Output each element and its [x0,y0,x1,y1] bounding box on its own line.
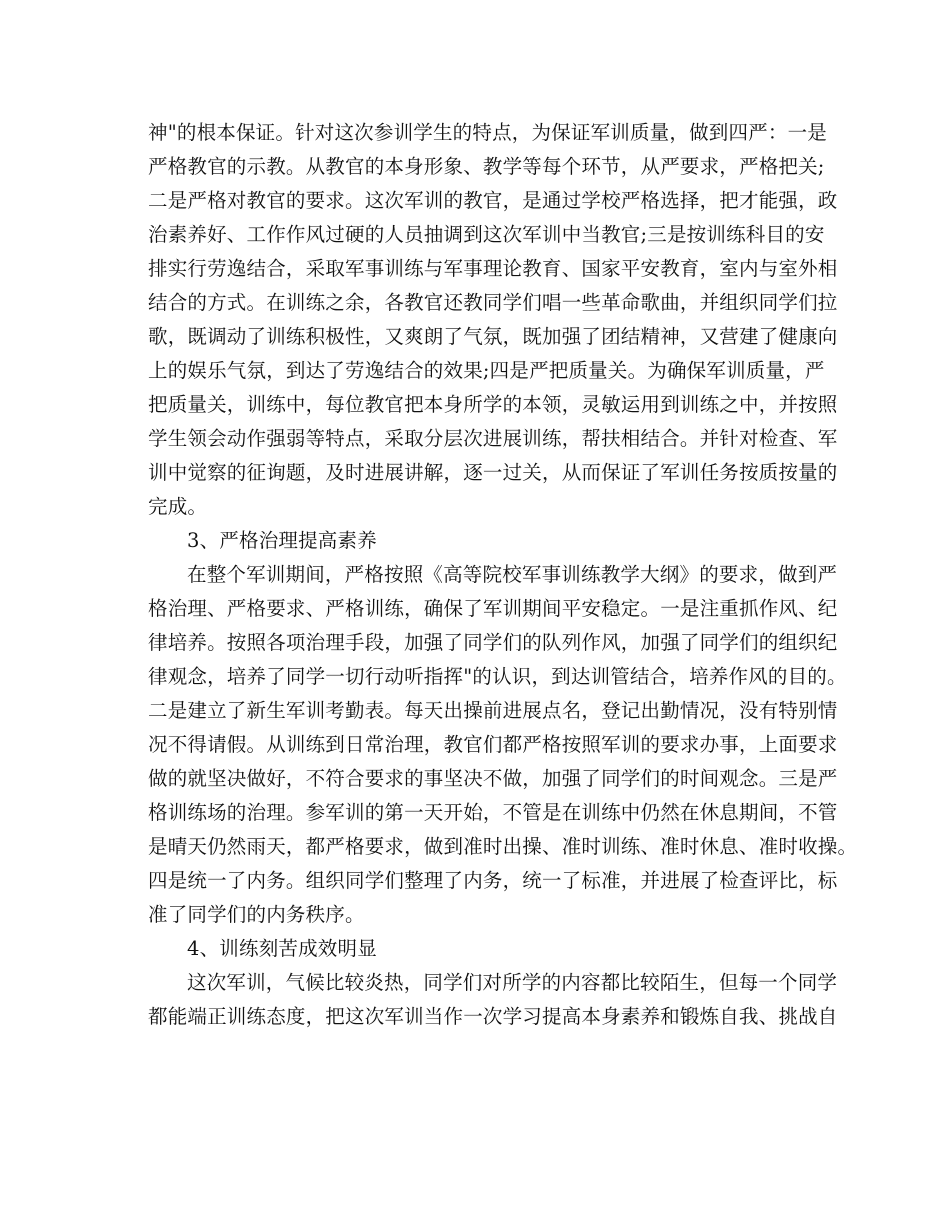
paragraph-line: 治素养好、工作作风过硬的人员抽调到这次军训中当教官;三是按训练科目的安 [148,223,825,246]
section-heading: 4、训练刻苦成效明显 [187,937,377,960]
paragraph-first-line: 这次军训，气候比较炎热，同学们对所学的内容都比较陌生，但每一个同学 [187,971,838,994]
paragraph-line: 律观念，培养了同学一切行动听指挥"的认识，到达训管结合，培养作风的目的。 [148,665,847,688]
paragraph-line: 上的娱乐气氛，到达了劳逸结合的效果;四是严把质量关。为确保军训质量，严 [148,359,825,382]
paragraph-line: 歌，既调动了训练积极性，又爽朗了气氛，既加强了团结精神，又营建了健康向 [148,325,838,348]
paragraph-line: 格训练场的治理。参军训的第一天开始，不管是在训练中仍然在休息期间，不管 [148,801,838,824]
paragraph-line: 都能端正训练态度，把这次军训当作一次学习提高本身素养和锻炼自我、挑战自 [148,1005,838,1028]
section-heading: 3、严格治理提高素养 [187,529,377,552]
paragraph-line: 二是建立了新生军训考勤表。每天出操前进展点名，登记出勤情况，没有特别情 [148,699,838,722]
paragraph-line: 训中觉察的征询题，及时进展讲解，逐一过关，从而保证了军训任务按质按量的 [148,461,838,484]
paragraph-line: 学生领会动作强弱等特点，采取分层次进展训练，帮扶相结合。并针对检查、军 [148,427,838,450]
paragraph-line: 严格教官的示教。从教官的本身形象、教学等每个环节，从严要求，严格把关; [148,155,825,178]
paragraph-line: 是晴天仍然雨天，都严格要求，做到准时出操、准时训练、准时休息、准时收操。 [148,835,858,858]
paragraph-line: 完成。 [148,495,208,518]
paragraph-line: 律培养。按照各项治理手段，加强了同学们的队列作风，加强了同学们的组织纪 [148,631,838,654]
paragraph-line: 结合的方式。在训练之余，各教官还教同学们唱一些革命歌曲，并组织同学们拉 [148,291,838,314]
paragraph-line: 做的就坚决做好，不符合要求的事坚决不做，加强了同学们的时间观念。三是严 [148,767,838,790]
paragraph-line: 二是严格对教官的要求。这次军训的教官，是通过学校严格选择，把才能强，政 [148,189,838,212]
paragraph-line: 把质量关，训练中，每位教官把本身所学的本领，灵敏运用到训练之中，并按照 [148,393,838,416]
paragraph-line: 准了同学们的内务秩序。 [148,903,365,926]
paragraph-first-line: 在整个军训期间，严格按照《高等院校军事训练教学大纲》的要求，做到严 [187,563,838,586]
document-body [148,116,858,1034]
paragraph-line: 格治理、严格要求、严格训练，确保了军训期间平安稳定。一是注重抓作风、纪 [148,597,838,620]
paragraph-line: 神"的根本保证。针对这次参训学生的特点，为保证军训质量，做到四严：一是 [148,121,827,144]
paragraph-line: 况不得请假。从训练到日常治理，教官们都严格按照军训的要求办事，上面要求 [148,733,838,756]
paragraph-line: 排实行劳逸结合，采取军事训练与军事理论教育、国家平安教育，室内与室外相 [148,257,838,280]
paragraph-line: 四是统一了内务。组织同学们整理了内务，统一了标准，并进展了检查评比，标 [148,869,838,892]
